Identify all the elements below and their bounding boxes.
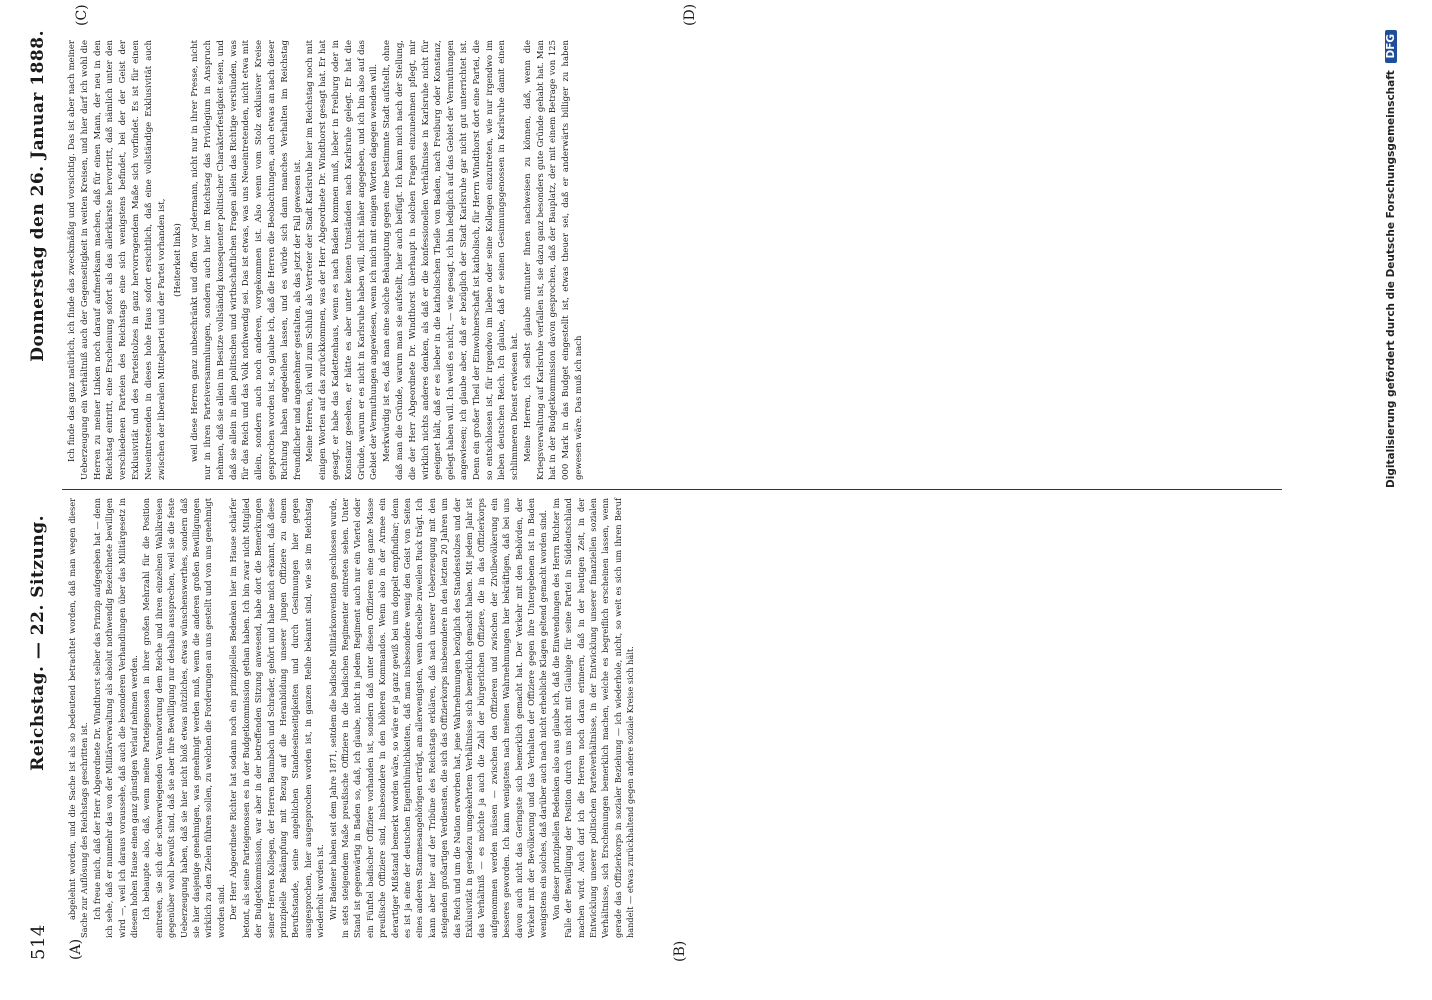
paragraph: Meine Herren, ich will zum Schluß als Vertreter der Stadt Karlsruhe hier im Reichstag noch mit einigen Worten auf das zurückkommen, was der Herr Abgeordnete Dr. Windthorst gesagt hat. Er hat gesagt, er habe das Kadettenhaus, wenn es nach Baden kommen muß, lieber in Freiburg oder in Konstanz gesehen, er hätte es aber unter keinen Umständen nach Karlsruhe gelegt. Er hat die Gründe, warum er es nicht in Karlsruhe haben will, nicht näher angegeben, und ich bin also auf das Gebiet der Vermuthungen angewiesen, wenn ich mich mit einigen Worten dagegen wenden will. — [305, 40, 380, 480]
page-number: 514 — [27, 924, 49, 960]
column-divider — [62, 489, 1282, 490]
margin-marker-a: (A) — [68, 938, 84, 960]
paragraph: Ich behaupte also, daß, wenn meine Parteigenossen in ihrer großen Mehrzahl für die Position eintreten, sie sich der schwerwiegenden Verantwortung dem Reiche und ihren einzelnen Wahlkreisen gegenüber wohl bewußt sind, daß sie aber ihre Bewilligung nur deshalb aussprechen, weil sie die feste Ueberzeugung haben, daß sie hier nicht bloß etwas nützliches, etwas wünschenswerthes, sondern daß sie hier dasjenige genehmigen, was genehmigt werden muß, wenn die anderen großen Bewilligungen wirklich zu den Zielen führen sollen, zu welchen die Forderungen an uns gestellt und von uns genehmigt worden sind. — [141, 498, 226, 938]
page-header — [18, 30, 58, 960]
session-title: Reichstag. — 22. Sitzung. — [28, 514, 48, 771]
paragraph: weil diese Herren ganz unbeschränkt und offen vor jedermann, nicht nur in ihrer Presse, nicht nur in ihren Parteiversammlungen, sondern auch hier im Reichstag das Privilegium in Anspruch nehmen, daß sie allein im Besitze vollständig konsequenter politischer Charakterfestigkeit seien, und daß sie allein in allen politischen und wirthschaftlichen Fragen allein das Richtige verstünden, was für das Reich und das Volk nothwendig sei. Das ist etwas, was uns Neueintretenden, nicht etwa mit allein, sondern auch noch anderen, vorgekommen ist. Also wenn vom Stolz exklusiver Kreise gesprochen worden ist, so glaube ich, daß die Herren die Beobachtungen, auch etwas an nach dieser Richtung haben angedeihen lassen, und es würde sich dann manches Verhalten im Reichstag freundlicher und angenehmer gestalten, als das jetzt der Fall gewesen ist. — [190, 40, 303, 480]
left-column — [66, 498, 666, 938]
right-column — [66, 40, 626, 480]
margin-marker-d: (D) — [682, 3, 698, 26]
paragraph: Ich freue mich, daß der Herr Abgeordnete Dr. Windthorst selber das Prinzip aufgegeben hat — denn ich sehe, daß er nunmehr das von der Militärverwaltung als absolut nothwendig Bezeichnete bewilligen wird —, weil ich daraus voraussehe, daß auch die besonderen Verhandlungen über das Militärgesetz in diesem hohen Hause einen ganz günstigen Verlauf nehmen werden. — [91, 498, 140, 938]
paragraph: Meine Herren, ich selbst glaube mitunter Ihnen nachweisen zu können, daß, wenn die Kriegsverwaltung auf Karlsruhe verfallen ist, sie dazu ganz besonders gute Gründe gehabt hat. Man hat in der Budgetkommission davon gesprochen, daß der Bauplatz, der mit einem Betrage von 125 000 Mark in das Budget eingestellt ist, etwas theuer sei, daß er anderwärts billiger zu haben gewesen wäre. Das muß ich nach — [522, 40, 585, 480]
interjection: (Heiterkeit links) — [173, 223, 184, 297]
session-date: Donnerstag den 26. Januar 1888. — [28, 30, 48, 362]
paragraph: Wir Badener haben seit dem Jahre 1871, seitdem die badische Militärkonvention geschlossen wurde, in stets steigendem Maße preußische Offiziere in die badischen Regimenter eintreten sehen. Unter Stand ist gegenwärtig in Baden so, daß, ich glaube, nicht in jedem Regiment auch nur ein Viertel oder ein Fünftel badischer Offiziere vorhanden ist, sondern daß unter diesen Offizieren eine ganze Masse preußische Offiziere sind, insbesondere in den höheren Kommandos. Wenn also in der Armee ein derartiger Mißstand bemerkt worden wäre, so wäre er ja ganz gewiß bei uns doppelt empfindbar; denn es ist ja eine der deutschen Eigenthümlichkeiten, daß man insbesondere wenig den Geist von Seiten eines anderen Stammesangehörigen erträgt, am allerwenigsten, wenn derselbe zuweilen Ruck trägt. Ich kann aber hier auf der Tribüne des Reichstags erklären, daß nach unserer Ueberzeugung mit den steigenden großartigen Verdiensten, die sich das Offizierkorps insbesondere in den letzten 20 Jahren um das Reich und um die Nation erworben hat, jene Wahrnehmungen bezüglich des Standesstolzes und der Exklusivität in geradezu umgekehrtem Verhältnisse sich bemerklich gemacht haben. Mit jedem Jahr ist das Verhältniß — es möchte ja auch die Zahl der bürgerlichen Offiziere, die in das Offizierkorps aufgenommen werden müssen — zwischen den Offizieren und zwischen der Zivilbevölkerung ein besseres geworden. Ich kann wenigstens nach meinen Wahrnehmungen hier bekräftigen, daß bei uns davon auch nicht das Geringste sich bemerklich gemacht hat. Der Verkehr mit den Behörden, der Verkehr mit der Bevölkerung und das Verhalten der Offiziere gegen ihre Untergebenen ist in Baden wenigstens ein solches, daß darüber auch nach nicht erhebliche Klagen geltend gemacht worden sind. — [327, 498, 549, 938]
digitization-credit — [1385, 0, 1400, 1000]
paragraph: Von dieser prinzipiellen Bedenken also aus glaube ich, daß die Einwendungen des Herrn Richter im Falle der Bewilligung der Position durch uns nicht mit Glaubige für seine Partei in Süddeutschland machen wird. Auch darf ich die Herren noch daran erinnern, daß in der heutigen Zeit, in der Entwicklung unserer politischen Parteiverhältnisse, in der Entwicklung unserer finanziellen sozialen Verhältnisse, sich Erscheinungen bemerklich machen, welche es begreiflich erscheinen lassen, wenn gerade das Offizierkorps in sozialer Beziehung — ich wiederhole, nicht, so weit es sich um ihren Beruf handelt — etwas zurückhaltend gegen andere soziale Kreise sich hält. — [550, 498, 636, 938]
paragraph: abgelehnt worden, und die Sache ist als so bedeutend betrachtet worden, daß man wegen dieser Sache zur Auflösung des Reichstags geschritten ist. — [67, 498, 90, 938]
margin-marker-c: (C) — [74, 4, 90, 26]
credit-text: Digitalisierung gefördert durch die Deutsche Forschungsgemeinschaft — [1385, 70, 1397, 488]
paragraph: Der Herr Abgeordnete Richter hat sodann noch ein prinzipielles Bedenken hier im Hause schärfer betont, als seine Parteigenossen es in der Budgetkommission gethan haben. Ich bin zwar nicht Mitglied der Budgetkommission, war aber in der betreffenden Sitzung anwesend, habe dort die Bemerkungen seiner Herren Kollegen, der Herren Baumbach und Schrader, gehört und habe mich erkannt, daß diese prinzipielle Bekämpfung mit Bezug auf die Heranbildung unserer jungen Offiziere zu einem Berufsstande, seine angeblichen Standeseinseitigkeiten und durch Gesinnungen hier gegen ausgesprochen, hier ausgesprochen worden ist, in ganzen Reihe bekannt sind, wie sie im Reichstag wiederholt worden ist. — [228, 498, 326, 938]
dfg-logo: DFG — [1385, 30, 1397, 63]
margin-marker-b: (B) — [672, 940, 688, 962]
paragraph: Ich finde das ganz natürlich, ich finde das zweckmäßig und vorsichtig. Das ist aber nach meiner Ueberzeugung ein Verhältniß auch der Gegenseitigkeit in weiten Kreisen, und hier darf ich wohl die Herren zu meiner Linken noch darauf aufmerksam machen, daß für einen Mann, der neu in den Reichstag eintritt, eine Erscheinung sofort als das allerklarste hervortritt, daß nämlich unter den verschiedenen Parteien des Reichstags eine sich wenigstens befindet, bei der der Geist der Exklusivität und des Parteistolzes in ganz hervorragendem Maße sich vorfindet. Es ist für einen Neueintretenden in dieses hohe Haus sofort ersichtlich, daß eine vollständige Exklusivität auch zwischen der liberalen Mittelpartei und der Partei vorhanden ist, — [67, 40, 167, 480]
paragraph: Merkwürdig ist es, daß man eine solche Behauptung gegen eine bestimmte Stadt aufstellt, ohne daß man die Gründe, warum man sie aufstellt, hier auch beifügt. Ich kann mich nach der Stellung, die der Herr Abgeordnete Dr. Windthorst überhaupt in solchen Fragen einzunehmen pflegt, mir wirklich nichts anderes denken, als daß er die konfessionellen Verhältnisse in Karlsruhe nicht für geeignet hält, daß er es lieber in die katholischen Theile von Baden, nach Freiburg oder Konstanz, gelegt haben will. Ich weiß es nicht, — wie gesagt, ich bin lediglich auf das Gebiet der Vermuthungen angewiesen; ich glaube aber, daß er bezüglich der Stadt Karlsruhe gar nicht gut unterrichtet ist. Denn ein großer Theil der Einwohnerschaft ist katholisch, für Herrn Windthorst dort eine Partei, die so entschlossen ist, für irgendwo im lieben oder seine Kollegen einzutreten, wie nur irgendwo im lieben deutschen Reich. Ich glaube, daß er seinen Gesinnungsgenossen in Karlsruhe damit einen schlimmeren Dienst erwiesen hat. — [382, 40, 521, 480]
